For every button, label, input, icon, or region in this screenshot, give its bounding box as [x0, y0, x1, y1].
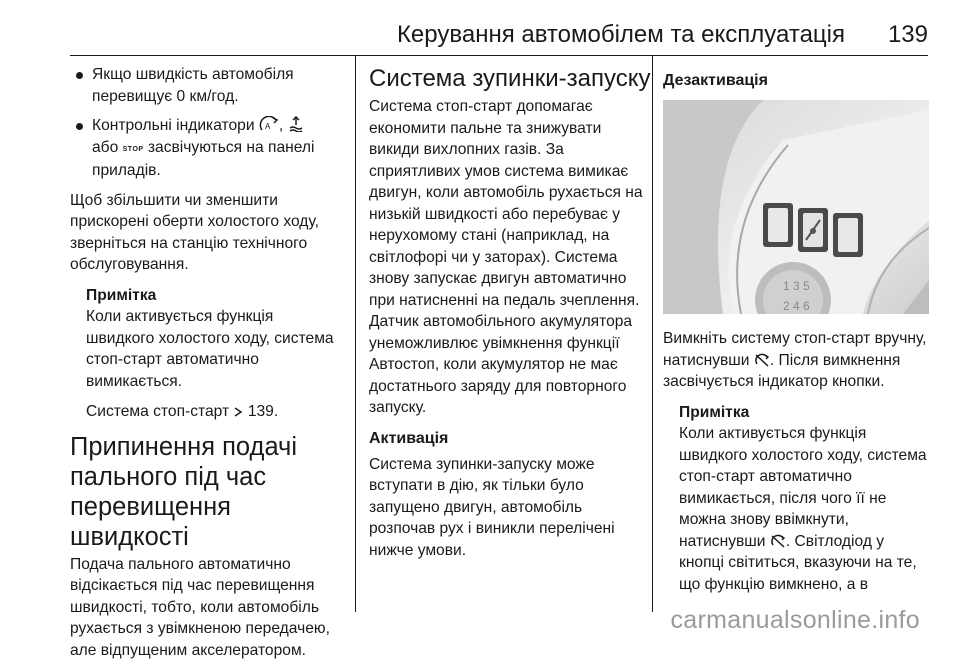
- paragraph: Система зупинки-запуску може вступати в дію, як тільки було запущено двигун, автомобіль розпочав рух і виникли перелічені нижче умови.: [369, 455, 615, 559]
- middle-column: [369, 64, 651, 570]
- subheading: Активація: [369, 429, 449, 447]
- eco-indicator-icon: [288, 116, 304, 132]
- note-text: Коли активується функція швидкого холостого ходу, система стоп-старт автоматично вимикається.: [86, 308, 334, 390]
- note-text-part: Коли активується функція швидкого холостого ходу, система стоп-старт автоматично вимикається, після чого її не можна знову ввімкнути, натиснувши: [679, 425, 927, 550]
- note: [70, 285, 345, 393]
- start-stop-off-icon: [770, 534, 786, 548]
- section-heading: Система зупинки-запуску: [369, 65, 651, 92]
- stop-indicator-icon: STOP: [122, 145, 144, 153]
- paragraph: Система стоп-старт допомагає економити пальне та знижувати викиди вихлопних газів. За сприятливих умов система вимикає двигун, коли автомобіль рухається на низькій швидкості або перебуває у нерухомому стані (наприклад, на світлофорі чи у заторах). Система знову запускає двигун автоматично при натисненні на педаль зчеплення. Датчик автомобільного акумулятора унеможливлює увімкнення функції Автостоп, коли акумулятор не має достатнього заряду для повторного запуску.: [369, 98, 643, 416]
- svg-text:1 3 5: 1 3 5: [783, 279, 810, 293]
- separator-text: ,: [278, 117, 284, 134]
- paragraph: Щоб збільшити чи зменшити прискорені оберти холостого ходу, зверніться на станцію технічного обслуговування.: [70, 191, 319, 273]
- column-divider: [652, 56, 653, 612]
- note: [663, 402, 929, 596]
- dashboard-button-photo: [663, 100, 929, 314]
- chapter-title: Керування автомобілем та експлуатація: [396, 21, 845, 48]
- list-item-text: засвічуються на панелі приладів.: [92, 138, 315, 179]
- watermark: carmanualsonline.info: [670, 606, 920, 634]
- column-divider: [355, 56, 356, 612]
- left-column: [70, 64, 345, 670]
- list-item-text: Контрольні індикатори: [92, 117, 255, 134]
- paragraph: Подача пального автоматично відсікається під час перевищення швидкості, тобто, коли автомобіль рухається з увімкненою передачею, але відпущеним акселератором.: [70, 555, 330, 659]
- bullet-dot: [76, 123, 83, 130]
- reference-text: Система стоп-старт: [86, 403, 230, 420]
- svg-text:2 4 6: 2 4 6: [783, 299, 810, 313]
- page-ref-arrow-icon: [233, 407, 243, 417]
- section-heading: Припинення подачі пального під час перевищення швидкості: [70, 432, 298, 551]
- list-item-text: Якщо швидкість автомобіля перевищує 0 км/год.: [92, 66, 294, 105]
- reference-page: 139.: [247, 403, 279, 420]
- bullet-dot: [76, 72, 83, 79]
- paragraph: [663, 328, 929, 393]
- paragraph-text: Вимкніть систему стоп-старт вручну, натиснувши: [663, 330, 927, 369]
- note-text: [679, 423, 929, 595]
- eco-start-stop-icon: [259, 116, 279, 132]
- subheading: Дезактивація: [663, 72, 768, 89]
- page-header: [0, 0, 960, 56]
- start-stop-off-icon: [754, 353, 770, 367]
- list-item: [70, 115, 345, 182]
- list-item: [70, 64, 345, 107]
- svg-text:A: A: [264, 122, 271, 131]
- cross-reference: [70, 401, 345, 423]
- note-text-part: . Світлодіод у кнопці світиться, вказуючи на те, що функцію вимкнено, а в: [679, 532, 917, 593]
- note-title: Примітка: [679, 403, 750, 421]
- list-item-text: або: [92, 138, 119, 156]
- paragraph-text: . Після вимкнення засвічується індикатор кнопки.: [663, 351, 901, 390]
- right-column: [663, 64, 929, 604]
- header-rule: [70, 55, 928, 56]
- page-number: 139: [887, 21, 928, 48]
- note-title: Примітка: [86, 286, 157, 304]
